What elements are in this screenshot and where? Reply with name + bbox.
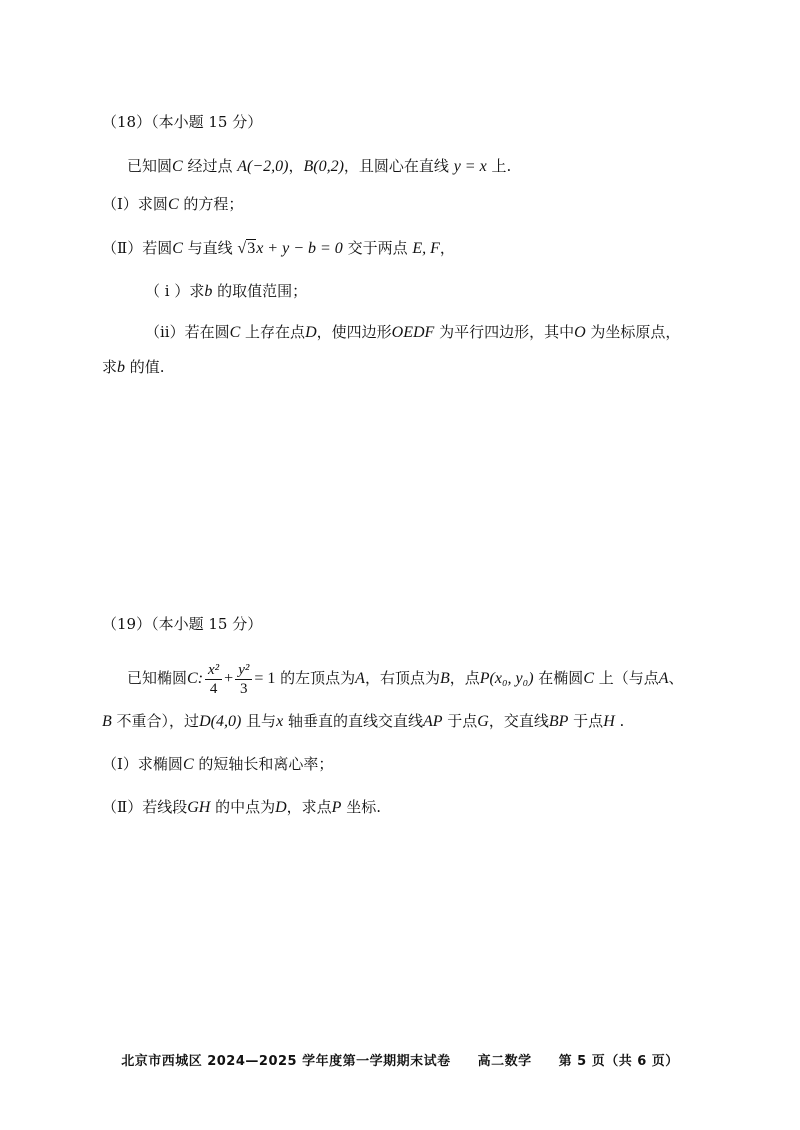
q18-subpart2: （ii）若在圆C 上存在点D，使四边形OEDF 为平行四边形，其中O 为坐标原点， <box>145 323 681 341</box>
q18-subpart1: （ i ）求b 的取值范围； <box>145 282 308 300</box>
q19-stem-cont: B 不重合），过D(4,0) 且与x 轴垂直的直线交直线AP 于点G，交直线BP 于点H . <box>102 712 625 730</box>
page-footer: 北京市西城区 2024—2025 学年度第一学期期末试卷 高二数学 第 5 页（共 6 页） <box>121 1054 679 1069</box>
q18-stem: 已知圆C 经过点 A(−2,0)，B(0,2)，且圆心在直线 y = x 上. <box>127 157 512 175</box>
x-squared-over-4: $\frac{\text{x²}}{4}$ <box>205 661 222 698</box>
q18-header: （18）（本小题 15 分） <box>102 113 263 131</box>
q19-part1: （Ⅰ）求椭圆C 的短轴长和离心率； <box>102 755 334 773</box>
q19-stem: 已知椭圆C: $\frac{\text{x²}}{4}$ + $\frac{\text{y²}}{3}$ = 1 的左顶点为A，右顶点为B，点P(x₀, y₀) 在椭圆C 上（与点A、 <box>127 661 684 697</box>
y-squared-over-3: $\frac{\text{y²}}{3}$ <box>235 661 252 698</box>
q18-part2: （Ⅱ）若圆C 与直线 √3x + y − b = 0 交于两点 E, F， <box>102 239 455 257</box>
q18-part1: （Ⅰ）求圆C 的方程； <box>102 195 244 213</box>
sqrt-expression: √3 <box>237 240 256 257</box>
q19-header: （19）（本小题 15 分） <box>102 615 263 633</box>
q19-part2: （Ⅱ）若线段GH 的中点为D，求点P 坐标. <box>102 798 381 816</box>
q18-subpart2-cont: 求b 的值. <box>102 358 165 376</box>
